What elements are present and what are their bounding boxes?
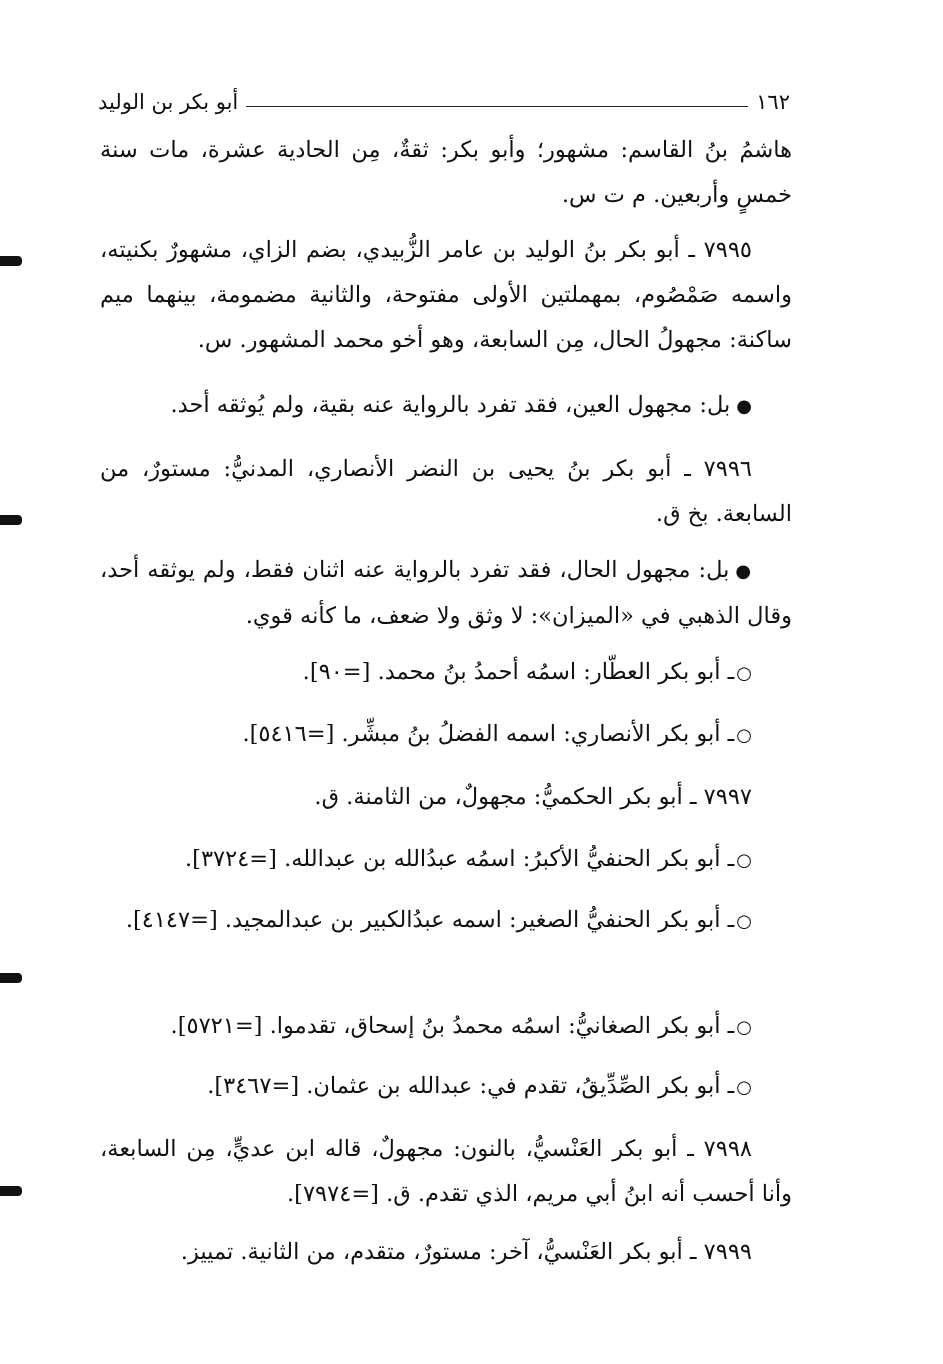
annotation-7995 bbox=[100, 383, 792, 429]
entry-continuation: هاشمُ بنُ القاسم: مشهور؛ وأبو بكر: ثقةٌ، مِن الحادية عشرة، مات سنة خمسٍ وأربعين. م ت س. bbox=[100, 137, 792, 208]
entry-7996: ٧٩٩٦ ـ أبو بكر بنُ يحيى بن النضر الأنصاري، المدنيُّ: مستورٌ، من السابعة. بخ ق. bbox=[100, 456, 792, 527]
annotation-text: بل: مجهول الحال، فقد تفرد بالرواية عنه اثنان فقط، ولم يوثقه أحد، وقال الذهبي في «الميزان»: لا وثق ولا ضعف، ما كأنه قوي. bbox=[100, 557, 792, 629]
margin-mark bbox=[0, 1186, 22, 1196]
entry-7999: ٧٩٩٩ ـ أبو بكر العَنْسيُّ، آخر: مستورٌ، متقدم، من الثانية. تمييز. bbox=[180, 1239, 752, 1265]
cross-ref-text: ـ أبو بكر الصِّدِّيقُ، تقدم في: عبدالله بن عثمان. [=٣٤٦٧]. bbox=[207, 1073, 735, 1099]
margin-mark bbox=[0, 973, 22, 983]
cross-ref-text: ـ أبو بكر الأنصاري: اسمه الفضلُ بنُ مبشِّر. [=٥٤١٦]. bbox=[242, 721, 735, 747]
annotation-text: بل: مجهول العين، فقد تفرد بالرواية عنه بقية، ولم يُوثقه أحد. bbox=[170, 392, 731, 418]
header-rule bbox=[246, 106, 748, 107]
page-header bbox=[98, 84, 790, 114]
running-title: أبو بكر بن الوليد bbox=[98, 90, 239, 114]
annotation-7996 bbox=[100, 548, 792, 639]
cross-ref-text: ـ أبو بكر العطّار: اسمُه أحمدُ بنُ محمد. [=٩٠]. bbox=[302, 659, 735, 685]
cross-ref-text: ـ أبو بكر الصغانيُّ: اسمُه محمدُ بنُ إسحاق، تقدموا. [=٥٧٢١]. bbox=[170, 1013, 735, 1039]
cross-ref-hanafi-akbar bbox=[100, 837, 792, 883]
entry-7998: ٧٩٩٨ ـ أبو بكر العَنْسيُّ، بالنون: مجهولٌ، قاله ابن عديٍّ، مِن السابعة، وأنا أحسب أنه ابنُ أبي مريم، الذي تقدم. ق. [=٧٩٧٤]. bbox=[100, 1136, 792, 1207]
margin-mark bbox=[0, 515, 22, 525]
cross-ref-saghani bbox=[100, 1004, 792, 1050]
entry-7997: ٧٩٩٧ ـ أبو بكر الحكميُّ: مجهولٌ، من الثامنة. ق. bbox=[314, 784, 752, 810]
cross-ref-attar bbox=[100, 650, 792, 696]
margin-mark bbox=[0, 256, 22, 266]
cross-ref-text: ـ أبو بكر الحنفيُّ الصغير: اسمه عبدُالكبير بن عبدالمجيد. [=٤١٤٧]. bbox=[125, 907, 735, 933]
cross-ref-hanafi-saghir bbox=[100, 898, 792, 944]
page-number: ١٦٢ bbox=[756, 90, 790, 114]
cross-ref-siddiq bbox=[100, 1064, 792, 1110]
entry-7995: ٧٩٩٥ ـ أبو بكر بنُ الوليد بن عامر الزُّبيدي، بضم الزاي، مشهورٌ بكنيته، واسمه صَمْصُوم، بمهملتين الأولى مفتوحة، والثانية مضمومة، بينهما ميم ساكنة: مجهولُ الحال، مِن السابعة، وهو أخو محمد المشهور. س. bbox=[100, 237, 792, 353]
cross-ref-ansari bbox=[100, 712, 792, 758]
cross-ref-text: ـ أبو بكر الحنفيُّ الأكبرُ: اسمُه عبدُالله بن عبدالله. [=٣٧٢٤]. bbox=[185, 846, 735, 872]
